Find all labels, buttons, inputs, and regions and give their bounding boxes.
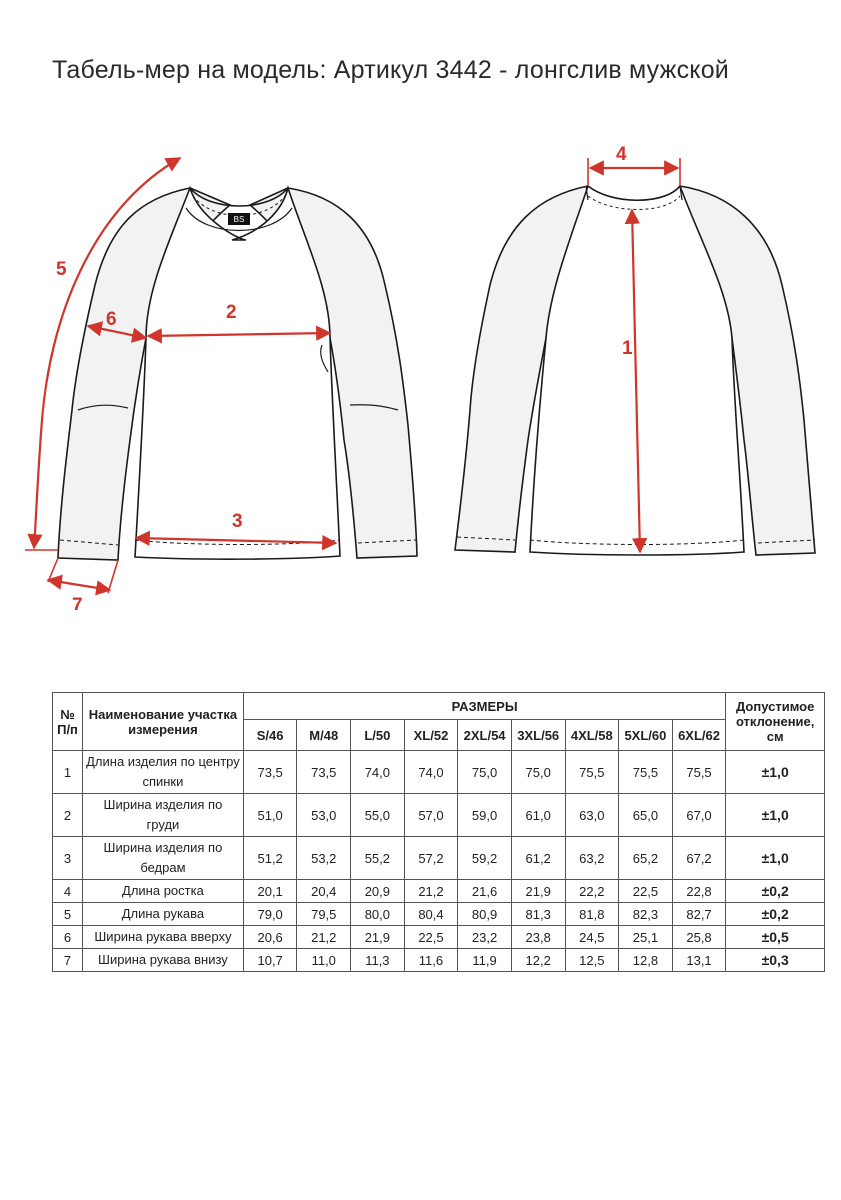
garment-diagram bbox=[0, 130, 841, 610]
tolerance-value: ±0,3 bbox=[726, 949, 825, 972]
size-value: 81,8 bbox=[565, 903, 619, 926]
size-value: 13,1 bbox=[672, 949, 726, 972]
label-1: 1 bbox=[622, 338, 633, 359]
size-value: 74,0 bbox=[404, 751, 458, 794]
table-row bbox=[53, 949, 825, 972]
size-value: 81,3 bbox=[511, 903, 565, 926]
size-value: 55,2 bbox=[351, 837, 405, 880]
size-value: 22,5 bbox=[619, 880, 673, 903]
front-view bbox=[58, 188, 417, 560]
row-number: 1 bbox=[53, 751, 83, 794]
row-number: 2 bbox=[53, 794, 83, 837]
row-number: 7 bbox=[53, 949, 83, 972]
size-value: 21,2 bbox=[297, 926, 351, 949]
measurement-name: Длина ростка bbox=[83, 880, 244, 903]
size-value: 11,0 bbox=[297, 949, 351, 972]
size-value: 82,7 bbox=[672, 903, 726, 926]
size-value: 23,2 bbox=[458, 926, 512, 949]
size-value: 11,6 bbox=[404, 949, 458, 972]
table-row bbox=[53, 903, 825, 926]
size-value: 22,8 bbox=[672, 880, 726, 903]
size-value: 21,6 bbox=[458, 880, 512, 903]
size-table bbox=[52, 692, 825, 972]
size-value: 80,9 bbox=[458, 903, 512, 926]
size-value: 23,8 bbox=[511, 926, 565, 949]
size-value: 67,0 bbox=[672, 794, 726, 837]
size-value: 20,1 bbox=[243, 880, 297, 903]
size-value: 55,0 bbox=[351, 794, 405, 837]
size-value: 21,2 bbox=[404, 880, 458, 903]
size-value: 65,2 bbox=[619, 837, 673, 880]
size-value: 80,4 bbox=[404, 903, 458, 926]
measurement-name: Длина изделия по центру спинки bbox=[83, 751, 244, 794]
label-2: 2 bbox=[226, 302, 237, 323]
measurement-name: Ширина изделия по бедрам bbox=[83, 837, 244, 880]
size-value: 57,0 bbox=[404, 794, 458, 837]
size-value: 65,0 bbox=[619, 794, 673, 837]
measurement-name: Ширина рукава внизу bbox=[83, 949, 244, 972]
size-value: 73,5 bbox=[243, 751, 297, 794]
size-header-3xl-56: 3XL/56 bbox=[511, 720, 565, 751]
measure-guide-7a bbox=[48, 558, 58, 582]
measure-guide-7b bbox=[108, 560, 118, 593]
label-4: 4 bbox=[616, 144, 627, 165]
size-value: 59,2 bbox=[458, 837, 512, 880]
size-value: 22,5 bbox=[404, 926, 458, 949]
row-number: 4 bbox=[53, 880, 83, 903]
label-5: 5 bbox=[56, 259, 67, 280]
table-row bbox=[53, 837, 825, 880]
size-value: 21,9 bbox=[511, 880, 565, 903]
size-value: 21,9 bbox=[351, 926, 405, 949]
measurement-name: Длина рукава bbox=[83, 903, 244, 926]
table-row bbox=[53, 926, 825, 949]
label-7: 7 bbox=[72, 595, 83, 610]
size-value: 57,2 bbox=[404, 837, 458, 880]
size-value: 25,1 bbox=[619, 926, 673, 949]
size-value: 20,4 bbox=[297, 880, 351, 903]
table-row bbox=[53, 794, 825, 837]
size-value: 11,9 bbox=[458, 949, 512, 972]
label-3: 3 bbox=[232, 511, 243, 532]
size-value: 82,3 bbox=[619, 903, 673, 926]
row-number: 6 bbox=[53, 926, 83, 949]
size-value: 67,2 bbox=[672, 837, 726, 880]
size-header-4xl-58: 4XL/58 bbox=[565, 720, 619, 751]
size-value: 53,2 bbox=[297, 837, 351, 880]
table-row bbox=[53, 880, 825, 903]
size-value: 59,0 bbox=[458, 794, 512, 837]
page-title: Табель-мер на модель: Артикул 3442 - лонгслив мужской bbox=[52, 56, 729, 84]
size-value: 73,5 bbox=[297, 751, 351, 794]
table-body bbox=[53, 751, 825, 972]
row-number: 3 bbox=[53, 837, 83, 880]
size-header-5xl-60: 5XL/60 bbox=[619, 720, 673, 751]
size-value: 79,5 bbox=[297, 903, 351, 926]
size-header-m-48: M/48 bbox=[297, 720, 351, 751]
size-value: 10,7 bbox=[243, 949, 297, 972]
header-name: Наименование участка измерения bbox=[83, 693, 244, 751]
tolerance-value: ±1,0 bbox=[726, 751, 825, 794]
neck-tag-text: BS bbox=[233, 215, 245, 224]
size-value: 53,0 bbox=[297, 794, 351, 837]
size-value: 22,2 bbox=[565, 880, 619, 903]
header-tolerance: Допустимое отклонение, см bbox=[726, 693, 825, 751]
size-header-xl-52: XL/52 bbox=[404, 720, 458, 751]
size-value: 12,8 bbox=[619, 949, 673, 972]
size-value: 12,2 bbox=[511, 949, 565, 972]
header-no: № П/п bbox=[53, 693, 83, 751]
label-6: 6 bbox=[106, 309, 117, 330]
size-value: 80,0 bbox=[351, 903, 405, 926]
size-value: 75,0 bbox=[511, 751, 565, 794]
table-row bbox=[53, 751, 825, 794]
size-value: 63,0 bbox=[565, 794, 619, 837]
size-value: 75,0 bbox=[458, 751, 512, 794]
size-header-6xl-62: 6XL/62 bbox=[672, 720, 726, 751]
size-header-s-46: S/46 bbox=[243, 720, 297, 751]
size-value: 75,5 bbox=[619, 751, 673, 794]
size-value: 75,5 bbox=[565, 751, 619, 794]
size-value: 51,2 bbox=[243, 837, 297, 880]
tolerance-value: ±1,0 bbox=[726, 794, 825, 837]
size-header-l-50: L/50 bbox=[351, 720, 405, 751]
row-number: 5 bbox=[53, 903, 83, 926]
tolerance-value: ±1,0 bbox=[726, 837, 825, 880]
size-value: 25,8 bbox=[672, 926, 726, 949]
size-value: 20,6 bbox=[243, 926, 297, 949]
size-value: 74,0 bbox=[351, 751, 405, 794]
size-value: 11,3 bbox=[351, 949, 405, 972]
size-value: 61,2 bbox=[511, 837, 565, 880]
measure-line-7 bbox=[48, 580, 110, 590]
measurement-name: Ширина рукава вверху bbox=[83, 926, 244, 949]
size-value: 12,5 bbox=[565, 949, 619, 972]
size-value: 61,0 bbox=[511, 794, 565, 837]
tolerance-value: ±0,5 bbox=[726, 926, 825, 949]
size-value: 63,2 bbox=[565, 837, 619, 880]
size-value: 20,9 bbox=[351, 880, 405, 903]
tolerance-value: ±0,2 bbox=[726, 880, 825, 903]
header-sizes-group: РАЗМЕРЫ bbox=[243, 693, 725, 720]
tolerance-value: ±0,2 bbox=[726, 903, 825, 926]
size-value: 51,0 bbox=[243, 794, 297, 837]
size-value: 75,5 bbox=[672, 751, 726, 794]
size-value: 79,0 bbox=[243, 903, 297, 926]
measurement-name: Ширина изделия по груди bbox=[83, 794, 244, 837]
size-value: 24,5 bbox=[565, 926, 619, 949]
size-header-2xl-54: 2XL/54 bbox=[458, 720, 512, 751]
